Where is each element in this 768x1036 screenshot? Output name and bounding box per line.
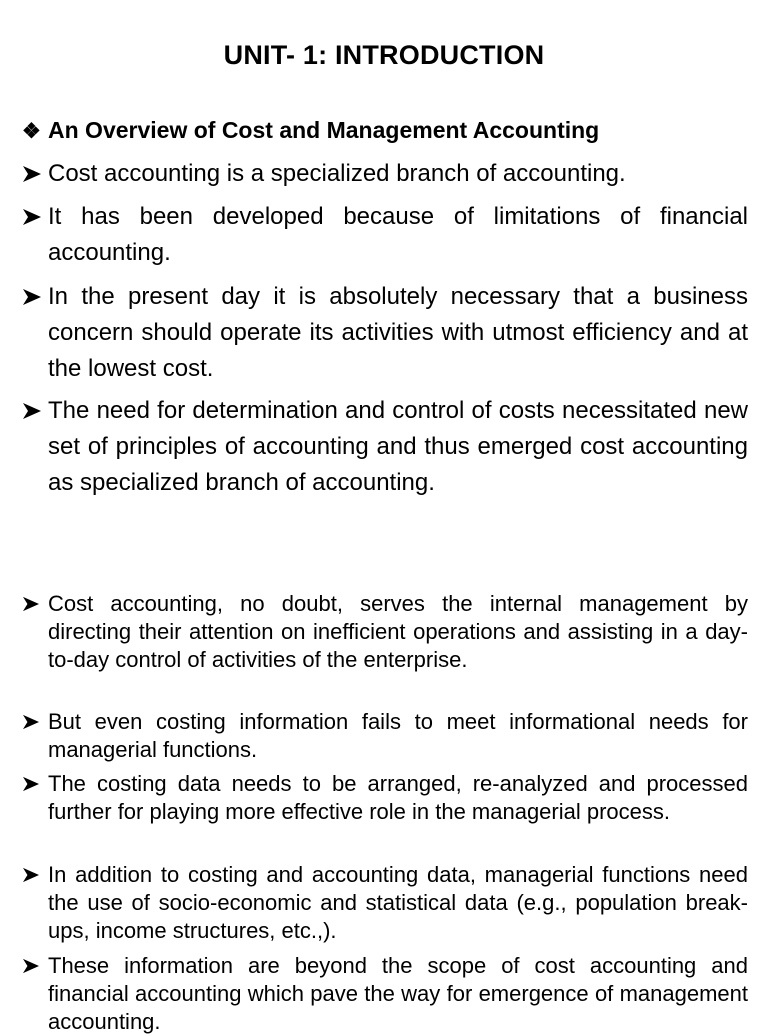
- list-item: [22, 861, 748, 945]
- page-title: UNIT- 1: INTRODUCTION: [223, 40, 545, 70]
- arrow-bullet-icon: [22, 770, 48, 792]
- bullet-text: The costing data needs to be arranged, re-analyzed and processed further for playing more effective role in the managerial process.: [48, 771, 748, 824]
- list-item: [22, 708, 748, 764]
- section-heading: [22, 117, 599, 144]
- bullet-text: But even costing information fails to meet informational needs for managerial functions.: [48, 709, 748, 762]
- arrow-bullet-icon: [22, 861, 48, 883]
- arrow-bullet-icon: [22, 199, 48, 226]
- bullet-text: These information are beyond the scope of cost accounting and financial accounting which pave the way for emergence of management accounting.: [48, 953, 748, 1034]
- bullet-text: In addition to costing and accounting data, managerial functions need the use of socio-economic and statistical data (e.g., population break-ups, income structures, etc.,).: [48, 862, 748, 943]
- arrow-bullet-icon: [22, 590, 48, 612]
- list-item: [22, 279, 748, 387]
- list-item: [22, 199, 748, 271]
- bullet-text: The need for determination and control of costs necessitated new set of principles of accounting and thus emerged cost accounting as specialized branch of accounting.: [48, 397, 748, 496]
- bullet-text: It has been developed because of limitations of financial accounting.: [48, 203, 748, 266]
- list-item: [22, 156, 748, 192]
- arrow-bullet-icon: [22, 952, 48, 974]
- bullet-text: In the present day it is absolutely necessary that a business concern should operate its activities with utmost efficiency and at the lowest cost.: [48, 283, 748, 382]
- list-item: [22, 952, 748, 1034]
- bullet-text: Cost accounting is a specialized branch of accounting.: [48, 160, 626, 187]
- list-item: [22, 393, 748, 501]
- arrow-bullet-icon: [22, 279, 48, 306]
- diamond-bullet-icon: ❖: [22, 120, 41, 143]
- arrow-bullet-icon: [22, 708, 48, 730]
- section-heading-text: An Overview of Cost and Management Accounting: [48, 117, 600, 143]
- list-item: [22, 590, 748, 674]
- arrow-bullet-icon: [22, 156, 48, 183]
- list-item: [22, 770, 748, 826]
- arrow-bullet-icon: [22, 393, 48, 420]
- bullet-text: Cost accounting, no doubt, serves the internal management by directing their attention on inefficient operations and assisting in a day-to-day control of activities of the enterprise.: [48, 591, 748, 672]
